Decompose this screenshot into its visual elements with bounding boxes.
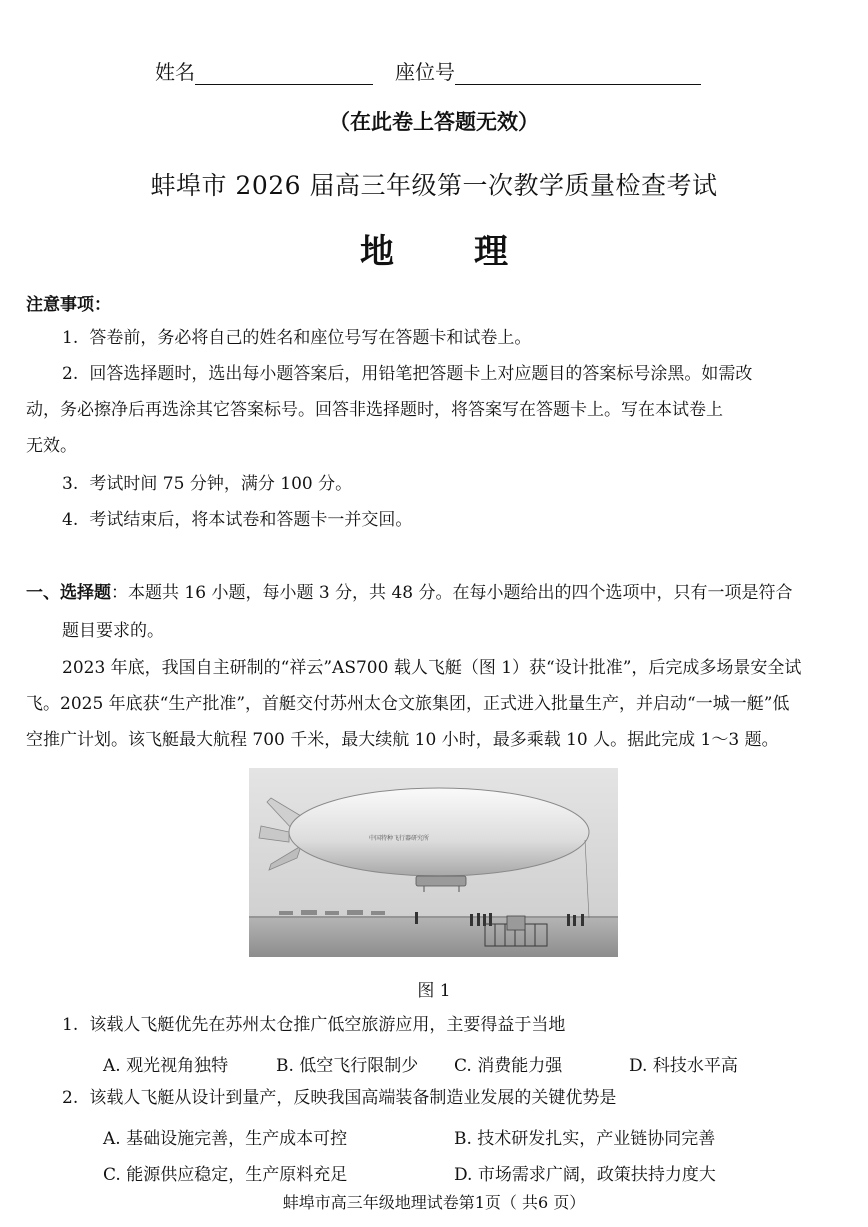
note-number: 4. [62,510,79,530]
q1-option-a[interactable]: A. 观光视角独特 [103,1056,229,1076]
note-number: 1. [62,328,79,348]
q1-option-c[interactable]: C. 消费能力强 [454,1056,563,1076]
name-seat-row [155,56,701,85]
note-item [62,357,852,391]
q2-option-a[interactable]: A. 基础设施完善，生产成本可控 [103,1129,348,1149]
airship-hull-text: 中国特种飞行器研究所 [369,835,430,842]
page-footer: 蚌埠市高三年级地理试卷第1页（ 共6 页） [282,1193,586,1212]
question-number: 1. [62,1015,79,1035]
note-number: 3. [62,474,79,494]
exam-title: 蚌埠市 2026 届高三年级第一次教学质量检查考试 [150,171,718,200]
q2-option-b[interactable]: B. 技术研发扎实，产业链协同完善 [454,1129,716,1149]
airship-hull [289,788,589,876]
passage-line: 飞。2025 年底获“生产批准”，首艇交付苏州太仓文旅集团，正式进入批量生产，并启动“一城一艇”低 [26,694,790,714]
question-stem: 该载人飞艇从设计到量产，反映我国高端装备制造业发展的关键优势是 [89,1088,617,1108]
ground [249,916,618,957]
note-item [62,467,852,501]
q2-option-c[interactable]: C. 能源供应稳定，生产原料充足 [103,1165,348,1185]
question-2 [62,1081,852,1115]
q1-option-d[interactable]: D. 科技水平高 [629,1056,738,1076]
note-text-cont: 动，务必擦净后再选涂其它答案标号。回答非选择题时，将答案写在答题卡上。写在本试卷上 [26,400,723,420]
passage-line: 空推广计划。该飞艇最大航程 700 千米，最大续航 10 小时，最多乘载 10 人。据此完成 1～3 题。 [26,730,779,750]
note-text: 考试时间 75 分钟，满分 100 分。 [89,474,353,494]
invalid-note: （在此卷上答题无效） [329,110,539,134]
seat-label: 座位号 [395,60,455,84]
question-number: 2. [62,1088,79,1108]
note-number: 2. [62,364,79,384]
airship-illustration [249,768,618,957]
name-label: 姓名 [155,60,195,84]
q2-option-d[interactable]: D. 市场需求广阔，政策扶持力度大 [454,1165,716,1185]
section-heading [26,576,852,610]
note-text: 回答选择题时，选出每小题答案后，用铅笔把答题卡上对应题目的答案标号涂黑。如需改 [89,364,753,384]
note-text: 答卷前，务必将自己的姓名和座位号写在答题卡和试卷上。 [89,328,532,348]
q1-option-b[interactable]: B. 低空飞行限制少 [276,1056,419,1076]
note-text-cont: 无效。 [26,436,77,456]
note-text: 考试结束后，将本试卷和答题卡一并交回。 [89,510,413,530]
airship-photo [249,768,618,957]
section-desc-cont: 题目要求的。 [62,621,164,641]
figure-caption: 图 1 [417,981,451,1001]
seat-blank[interactable] [455,62,701,85]
subject-title: 地理 [360,232,588,272]
section-desc: ：本题共 16 小题，每小题 3 分，共 48 分。在每小题给出的四个选项中，只有一项是符合 [111,583,793,603]
notes-heading: 注意事项： [26,295,111,315]
question-stem: 该载人飞艇优先在苏州太仓推广低空旅游应用，主要得益于当地 [89,1015,566,1035]
passage-line: 2023 年底，我国自主研制的“祥云”AS700 载人飞艇（图 1）获“设计批准”，后完成多场景安全试 [62,658,802,678]
section-label: 一、选择题 [26,583,111,603]
note-item [62,503,852,537]
name-blank[interactable] [195,62,373,85]
gondola [416,876,466,886]
note-item [62,321,852,355]
question-1 [62,1008,852,1042]
